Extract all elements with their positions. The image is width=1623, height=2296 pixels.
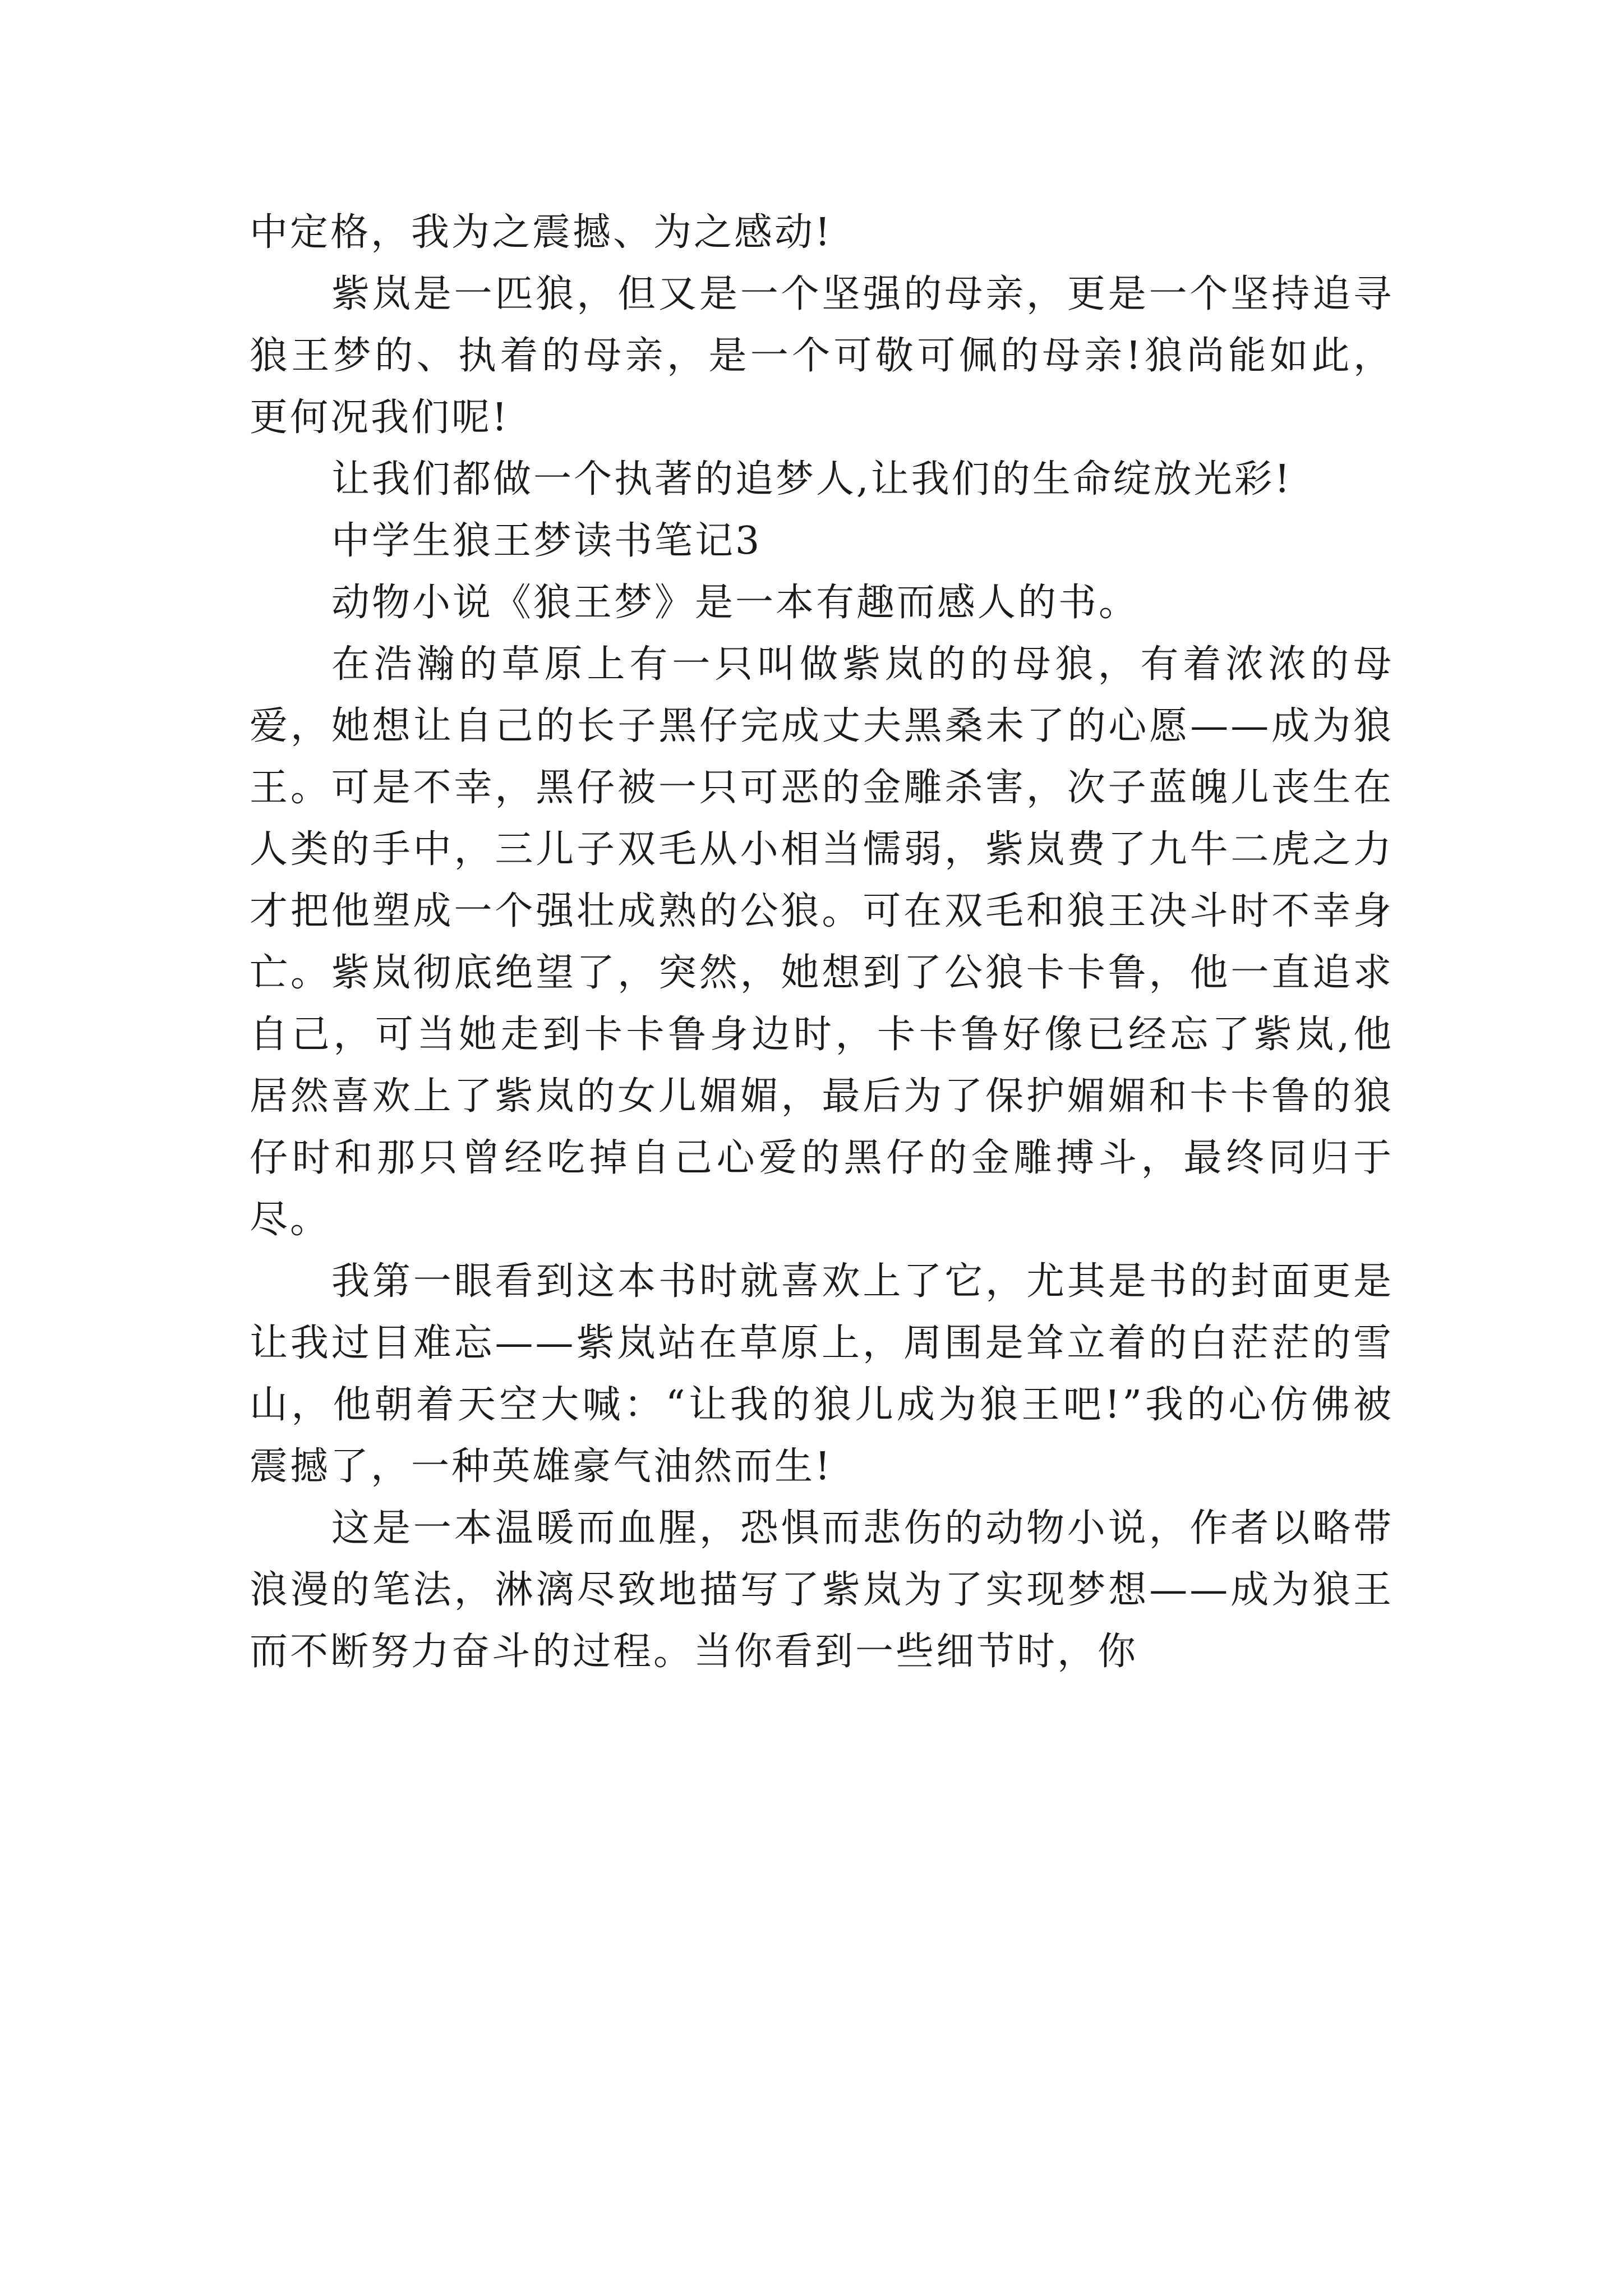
paragraph-1: 中定格，我为之震撼、为之感动! — [250, 210, 833, 255]
section-heading: 中学生狼王梦读书笔记3 — [331, 519, 762, 563]
paragraph-4: 动物小说《狼王梦》是一本有趣而感人的书。 — [331, 581, 1140, 625]
paragraph-3: 让我们都做一个执著的追梦人,让我们的生命绽放光彩! — [331, 457, 1292, 501]
paragraph-5: 在浩瀚的草原上有一只叫做紫岚的的母狼，有着浓浓的母爱，她想让自己的长子黑仔完成丈夫黑桑未了的心愿——成为狼王。可是不幸，黑仔被一只可恶的金雕杀害，次子蓝魄儿丧生在人类的手中，三儿子双毛从小相当懦弱，紫岚费了九牛二虎之力才把他塑成一个强壮成熟的公狼。可在双毛和狼王决斗时不幸身亡。紫岚彻底绝望了，突然，她想到了公狼卡卡鲁，他一直追求自己，可当她走到卡卡鲁身边时，卡卡鲁好像已经忘了紫岚,他居然喜欢上了紫岚的女儿媚媚，最后为了保护媚媚和卡卡鲁的狼仔时和那只曾经吃掉自己心爱的黑仔的金雕搏斗，最终同归于尽。 — [250, 642, 1394, 1242]
paragraph-6: 我第一眼看到这本书时就喜欢上了它，尤其是书的封面更是让我过目难忘——紫岚站在草原上，周围是耸立着的白茫茫的雪山，他朝着天空大喊：“让我的狼儿成为狼王吧!”我的心仿佛被震撼了，一种英雄豪气油然而生! — [250, 1259, 1394, 1489]
paragraph-2: 紫岚是一匹狼，但又是一个坚强的母亲，更是一个坚持追寻狼王梦的、执着的母亲，是一个可敬可佩的母亲!狼尚能如此，更何况我们呢! — [250, 272, 1394, 440]
paragraph-7: 这是一本温暖而血腥，恐惧而悲伤的动物小说，作者以略带浪漫的笔法，淋漓尽致地描写了紫岚为了实现梦想——成为狼王而不断努力奋斗的过程。当你看到一些细节时，你 — [250, 1506, 1394, 1674]
body-text — [250, 202, 1394, 1683]
